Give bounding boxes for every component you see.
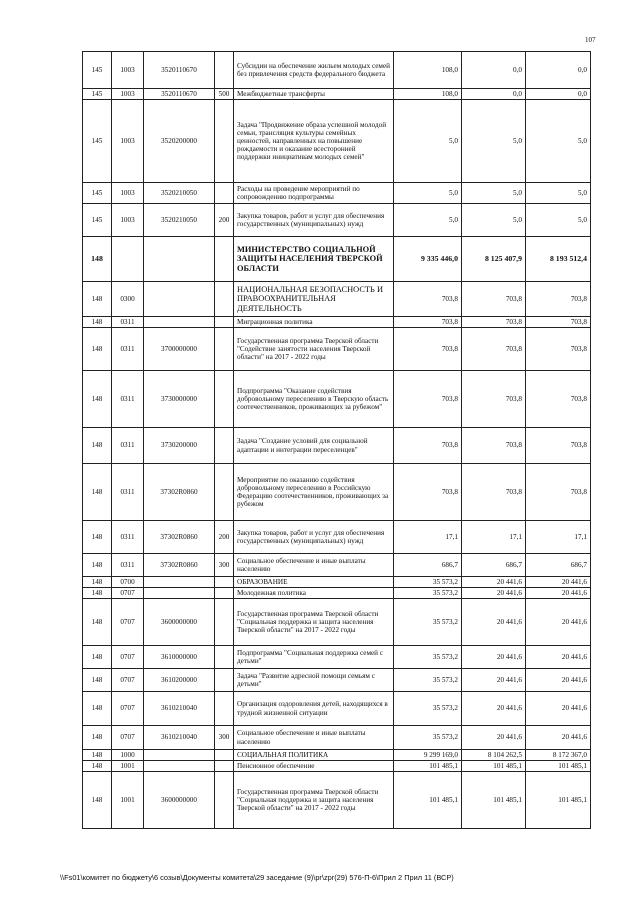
cell-amount-2: 0,0 [462,52,526,89]
cell-target-code: 37302R0860 [144,521,215,554]
cell-amount-2: 20 441,6 [462,588,526,599]
cell-section-code: 0311 [112,464,144,521]
cell-section-code: 0700 [112,577,144,588]
cell-amount-3: 17,1 [526,521,591,554]
cell-amount-1: 108,0 [394,52,462,89]
cell-target-code: 3730200000 [144,428,215,464]
cell-amount-1: 9 299 169,0 [394,750,462,761]
cell-amount-3: 20 441,6 [526,646,591,669]
cell-target-code: 3730000000 [144,371,215,428]
cell-amount-3: 20 441,6 [526,726,591,750]
cell-amount-1: 35 573,2 [394,599,462,646]
cell-description: Расходы на проведение мероприятий по сопровождению подпрограммы [234,183,394,204]
cell-target-code: 3700000000 [144,328,215,371]
cell-amount-2: 5,0 [462,204,526,237]
cell-admin-code: 148 [83,726,112,750]
table-row [83,772,591,829]
cell-section-code: 1000 [112,750,144,761]
cell-amount-2: 8 104 262,5 [462,750,526,761]
cell-amount-1: 35 573,2 [394,577,462,588]
cell-amount-2: 703,8 [462,328,526,371]
cell-amount-2: 101 485,1 [462,772,526,829]
cell-description: Социальное обеспечение и иные выплаты населению [234,726,394,750]
cell-expense-type [215,328,234,371]
table-row [83,588,591,599]
table-row [83,599,591,646]
cell-target-code: 3600000000 [144,772,215,829]
cell-expense-type [215,464,234,521]
cell-amount-1: 35 573,2 [394,588,462,599]
cell-admin-code: 145 [83,204,112,237]
cell-expense-type [215,761,234,772]
cell-amount-3: 101 485,1 [526,761,591,772]
cell-expense-type: 300 [215,726,234,750]
cell-target-code [144,588,215,599]
cell-expense-type [215,669,234,692]
cell-admin-code: 148 [83,669,112,692]
cell-expense-type [215,371,234,428]
cell-amount-1: 35 573,2 [394,646,462,669]
cell-target-code: 37302R0860 [144,464,215,521]
cell-section-code: 1003 [112,100,144,183]
cell-section-code [112,237,144,282]
cell-amount-1: 101 485,1 [394,761,462,772]
cell-target-code [144,761,215,772]
cell-section-code: 0707 [112,692,144,726]
cell-amount-3: 101 485,1 [526,772,591,829]
cell-amount-1: 101 485,1 [394,772,462,829]
cell-amount-2: 703,8 [462,464,526,521]
cell-amount-3: 5,0 [526,204,591,237]
cell-amount-1: 35 573,2 [394,726,462,750]
cell-admin-code: 148 [83,554,112,577]
cell-description: МИНИСТЕРСТВО СОЦИАЛЬНОЙ ЗАЩИТЫ НАСЕЛЕНИЯ ТВЕРСКОЙ ОБЛАСТИ [234,237,394,282]
cell-expense-type [215,577,234,588]
cell-amount-1: 5,0 [394,183,462,204]
cell-admin-code: 145 [83,183,112,204]
cell-amount-3: 703,8 [526,371,591,428]
cell-expense-type [215,52,234,89]
cell-section-code: 0707 [112,669,144,692]
cell-description: Государственная программа Тверской области "Социальная поддержка и защита населения Тверской области" на 2017 - 2022 годы [234,772,394,829]
cell-amount-2: 20 441,6 [462,599,526,646]
cell-section-code: 0311 [112,371,144,428]
cell-amount-1: 108,0 [394,89,462,100]
cell-target-code: 3610210040 [144,726,215,750]
cell-description: Организация оздоровления детей, находящихся в трудной жизненной ситуации [234,692,394,726]
cell-amount-3: 20 441,6 [526,669,591,692]
cell-amount-1: 9 335 446,0 [394,237,462,282]
cell-amount-2: 20 441,6 [462,692,526,726]
cell-amount-2: 20 441,6 [462,726,526,750]
cell-amount-3: 703,8 [526,464,591,521]
table-row [83,761,591,772]
cell-amount-2: 686,7 [462,554,526,577]
cell-admin-code: 148 [83,750,112,761]
table-row [83,317,591,328]
cell-admin-code: 148 [83,761,112,772]
cell-amount-3: 20 441,6 [526,599,591,646]
cell-target-code: 3610210040 [144,692,215,726]
cell-amount-1: 35 573,2 [394,692,462,726]
table-row [83,726,591,750]
cell-expense-type [215,588,234,599]
cell-expense-type [215,772,234,829]
cell-expense-type: 500 [215,89,234,100]
cell-admin-code: 148 [83,317,112,328]
table-row [83,464,591,521]
cell-section-code: 0311 [112,317,144,328]
cell-admin-code: 148 [83,282,112,317]
cell-target-code: 3520110670 [144,52,215,89]
cell-admin-code: 148 [83,588,112,599]
cell-description: ОБРАЗОВАНИЕ [234,577,394,588]
cell-description: Задача "Развитие адресной помощи семьям с детьми" [234,669,394,692]
table-row [83,646,591,669]
cell-amount-2: 17,1 [462,521,526,554]
cell-amount-3: 703,8 [526,282,591,317]
cell-target-code: 3520210050 [144,204,215,237]
cell-amount-1: 686,7 [394,554,462,577]
cell-amount-3: 0,0 [526,89,591,100]
cell-admin-code: 148 [83,464,112,521]
cell-description: Молодежная политика [234,588,394,599]
cell-admin-code: 145 [83,100,112,183]
footer-file-path: \\Fs01\комитет по бюджету\6 созыв\Документы комитета\29 заседание (9)\pr\zpr(29) 576-П-6\Прил 2 Прил 11 (ВСР) [60,873,454,882]
cell-amount-2: 5,0 [462,100,526,183]
cell-description: НАЦИОНАЛЬНАЯ БЕЗОПАСНОСТЬ И ПРАВООХРАНИТЕЛЬНАЯ ДЕЯТЕЛЬНОСТЬ [234,282,394,317]
cell-section-code: 0707 [112,726,144,750]
cell-target-code: 3600000000 [144,599,215,646]
cell-amount-2: 20 441,6 [462,577,526,588]
cell-amount-2: 703,8 [462,428,526,464]
table-row [83,52,591,89]
table-row [83,669,591,692]
table-row [83,100,591,183]
cell-admin-code: 148 [83,428,112,464]
cell-description: Пенсионное обеспечение [234,761,394,772]
page-number: 107 [585,36,596,44]
cell-section-code: 1001 [112,761,144,772]
cell-expense-type [215,750,234,761]
cell-section-code: 1003 [112,89,144,100]
cell-section-code: 0311 [112,554,144,577]
cell-amount-2: 20 441,6 [462,646,526,669]
cell-description: Мероприятие по оказанию содействия добровольному переселению в Российскую Федерацию соотечественников, проживающих за рубежом [234,464,394,521]
cell-amount-2: 703,8 [462,282,526,317]
cell-description: Подпрограмма "Оказание содействия добровольному переселению в Тверскую область соотечественников, проживающих за рубежом" [234,371,394,428]
cell-amount-1: 703,8 [394,371,462,428]
cell-admin-code: 148 [83,599,112,646]
cell-section-code: 0707 [112,588,144,599]
cell-admin-code: 148 [83,328,112,371]
cell-section-code: 0311 [112,428,144,464]
cell-amount-1: 703,8 [394,464,462,521]
cell-description: Подпрограмма "Социальная поддержка семей с детьми" [234,646,394,669]
table-row [83,692,591,726]
cell-admin-code: 148 [83,237,112,282]
cell-admin-code: 145 [83,52,112,89]
cell-amount-3: 703,8 [526,428,591,464]
cell-description: Субсидии на обеспечение жильем молодых семей без привлечения средств федерального бюджета [234,52,394,89]
table-row [83,554,591,577]
cell-amount-3: 20 441,6 [526,588,591,599]
cell-admin-code: 148 [83,577,112,588]
table-row [83,89,591,100]
table-row [83,521,591,554]
cell-amount-3: 8 193 512,4 [526,237,591,282]
cell-admin-code: 148 [83,646,112,669]
cell-description: СОЦИАЛЬНАЯ ПОЛИТИКА [234,750,394,761]
cell-description: Миграционная политика [234,317,394,328]
cell-target-code: 37302R0860 [144,554,215,577]
table-row [83,328,591,371]
cell-amount-3: 20 441,6 [526,692,591,726]
cell-section-code: 0311 [112,521,144,554]
cell-amount-1: 703,8 [394,317,462,328]
cell-description: Закупка товаров, работ и услуг для обеспечения государственных (муниципальных) нужд [234,521,394,554]
cell-target-code [144,237,215,282]
cell-expense-type [215,646,234,669]
cell-target-code [144,317,215,328]
table-row [83,204,591,237]
cell-amount-1: 703,8 [394,328,462,371]
cell-admin-code: 148 [83,371,112,428]
cell-target-code: 3610200000 [144,669,215,692]
cell-section-code: 1003 [112,52,144,89]
table-row [83,750,591,761]
cell-amount-3: 8 172 367,0 [526,750,591,761]
cell-target-code [144,282,215,317]
cell-description: Задача "Создание условий для социальной адаптации и интеграции переселенцев" [234,428,394,464]
cell-description: Межбюджетные трансферты [234,89,394,100]
cell-target-code: 3610000000 [144,646,215,669]
cell-expense-type: 200 [215,204,234,237]
cell-amount-1: 17,1 [394,521,462,554]
cell-expense-type [215,100,234,183]
table-row [83,183,591,204]
cell-target-code: 3520200000 [144,100,215,183]
cell-target-code: 3520110670 [144,89,215,100]
cell-expense-type [215,237,234,282]
cell-expense-type [215,599,234,646]
cell-expense-type [215,428,234,464]
table-row [83,282,591,317]
table-row [83,577,591,588]
cell-amount-3: 0,0 [526,52,591,89]
cell-amount-1: 5,0 [394,204,462,237]
cell-section-code: 0707 [112,599,144,646]
cell-description: Социальное обеспечение и иные выплаты населению [234,554,394,577]
cell-section-code: 1003 [112,204,144,237]
cell-admin-code: 148 [83,692,112,726]
cell-amount-1: 5,0 [394,100,462,183]
cell-section-code: 1001 [112,772,144,829]
cell-amount-1: 35 573,2 [394,669,462,692]
cell-admin-code: 145 [83,89,112,100]
table-row [83,371,591,428]
cell-expense-type [215,692,234,726]
cell-expense-type: 300 [215,554,234,577]
cell-amount-1: 703,8 [394,428,462,464]
cell-description: Задача "Продвижение образа успешной молодой семьи, трансляция культуры семейных ценностей, направленных на повышение рождаемости и оказание всесторонней поддержки инициативам молодых семей" [234,100,394,183]
cell-description: Государственная программа Тверской области "Содействие занятости населения Тверской области" на 2017 - 2022 годы [234,328,394,371]
cell-amount-2: 0,0 [462,89,526,100]
cell-amount-2: 703,8 [462,317,526,328]
cell-description: Закупка товаров, работ и услуг для обеспечения государственных (муниципальных) нужд [234,204,394,237]
cell-description: Государственная программа Тверской области "Социальная поддержка и защита населения Тверской области" на 2017 - 2022 годы [234,599,394,646]
cell-amount-3: 5,0 [526,100,591,183]
cell-expense-type: 200 [215,521,234,554]
cell-section-code: 1003 [112,183,144,204]
cell-amount-1: 703,8 [394,282,462,317]
cell-section-code: 0707 [112,646,144,669]
cell-amount-3: 20 441,6 [526,577,591,588]
cell-expense-type [215,282,234,317]
cell-expense-type [215,183,234,204]
cell-target-code [144,750,215,761]
cell-amount-2: 20 441,6 [462,669,526,692]
table-row [83,428,591,464]
table-row [83,237,591,282]
cell-amount-2: 5,0 [462,183,526,204]
cell-section-code: 0311 [112,328,144,371]
cell-amount-2: 101 485,1 [462,761,526,772]
cell-expense-type [215,317,234,328]
cell-admin-code: 148 [83,521,112,554]
cell-target-code: 3520210050 [144,183,215,204]
cell-amount-3: 703,8 [526,317,591,328]
budget-table [82,51,591,829]
cell-amount-3: 686,7 [526,554,591,577]
cell-admin-code: 148 [83,772,112,829]
cell-amount-2: 8 125 407,9 [462,237,526,282]
cell-section-code: 0300 [112,282,144,317]
cell-target-code [144,577,215,588]
cell-amount-3: 703,8 [526,328,591,371]
cell-amount-2: 703,8 [462,371,526,428]
cell-amount-3: 5,0 [526,183,591,204]
